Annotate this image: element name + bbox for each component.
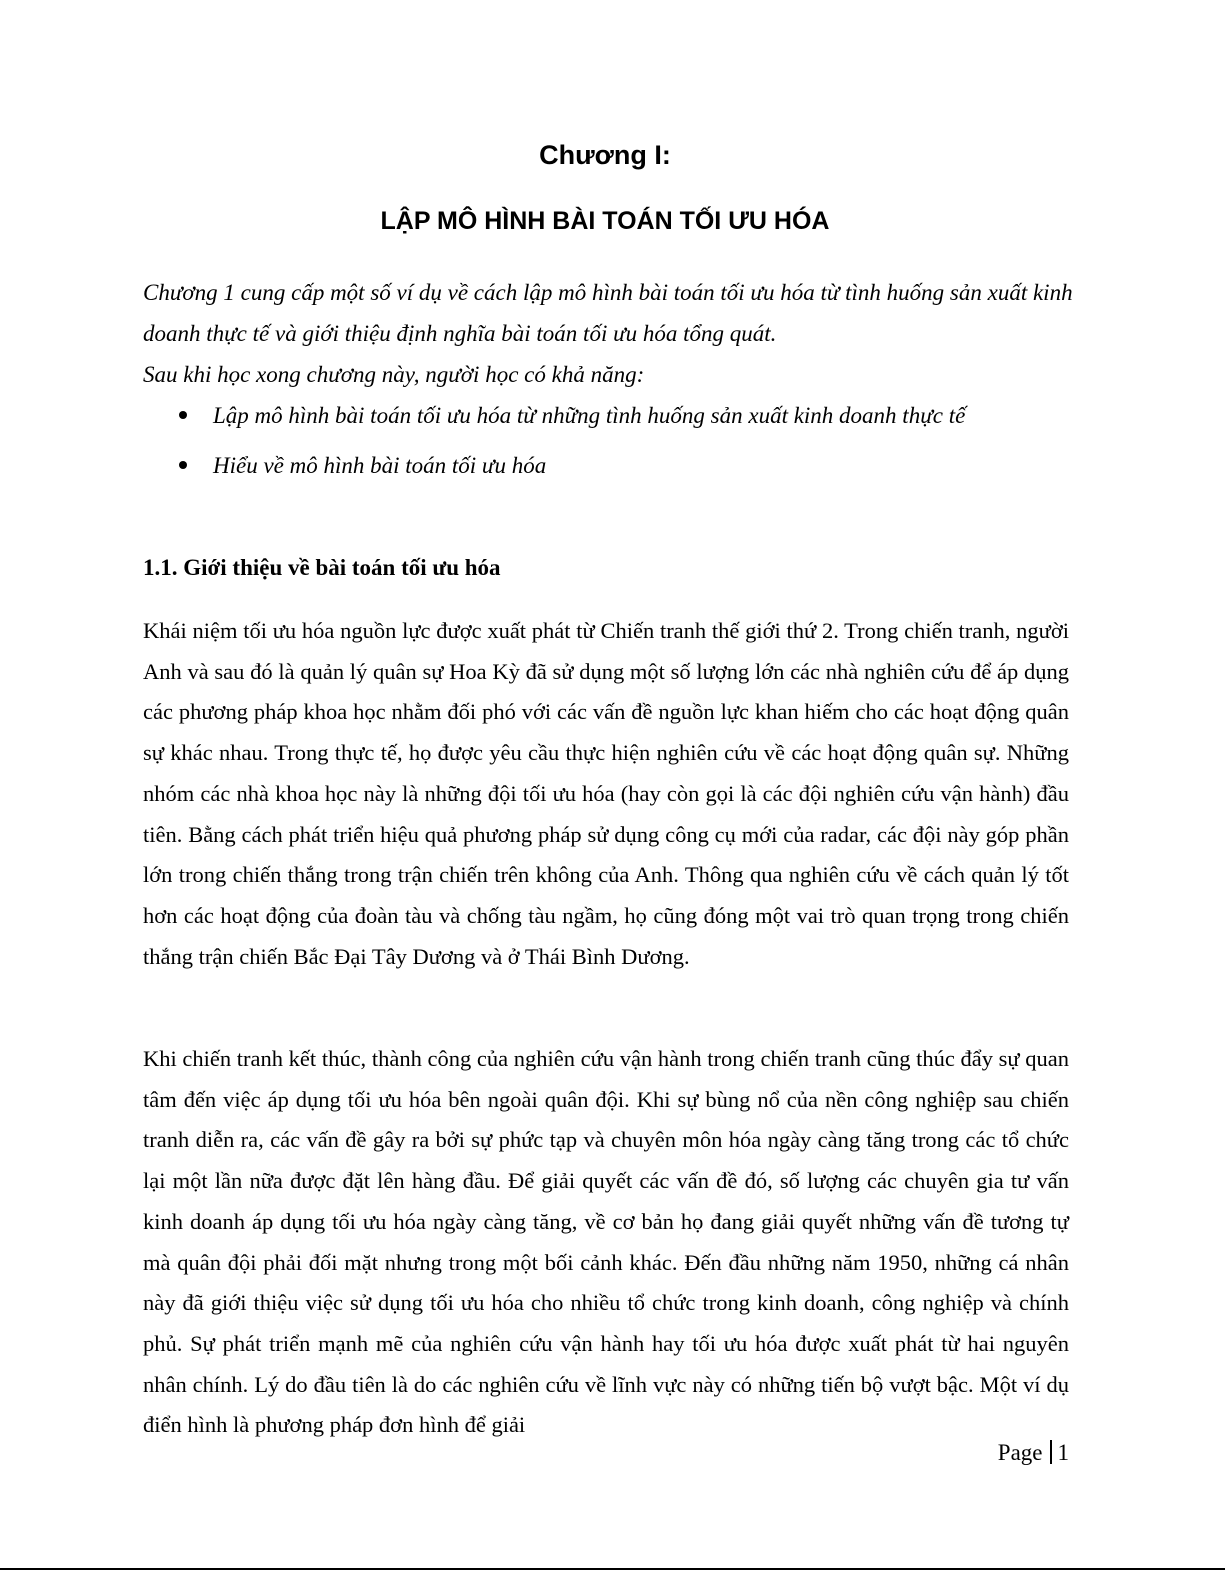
footer-separator (1050, 1440, 1052, 1464)
learning-objectives-list (143, 395, 1073, 495)
body-paragraph: Khi chiến tranh kết thúc, thành công của nghiên cứu vận hành trong chiến tranh cũng thúc đẩy sự quan tâm đến việc áp dụng tối ưu hóa bên ngoài quân đội. Khi sự bùng nổ của nền công nghiệp sau chiến tranh diễn ra, các vấn đề gây ra bởi sự phức tạp và chuyên môn hóa ngày càng tăng trong các tổ chức lại một lần nữa được đặt lên hàng đầu. Để giải quyết các vấn đề đó, số lượng các chuyên gia tư vấn kinh doanh áp dụng tối ưu hóa ngày càng tăng, về cơ bản họ đang giải quyết những vấn đề tương tự mà quân đội phải đối mặt nhưng trong một bối cảnh khác. Đến đầu những năm 1950, những cá nhân này đã giới thiệu việc sử dụng tối ưu hóa cho nhiều tổ chức trong kinh doanh, công nghiệp và chính phủ. Sự phát triển mạnh mẽ của nghiên cứu vận hành hay tối ưu hóa được xuất phát từ hai nguyên nhân chính. Lý do đầu tiên là do các nghiên cứu về lĩnh vực này có những tiến bộ vượt bậc. Một ví dụ điển hình là phương pháp đơn hình để giải (143, 1046, 1069, 1438)
objective-text: Lập mô hình bài toán tối ưu hóa từ những tình huống sản xuất kinh doanh thực tế (213, 403, 966, 428)
body-paragraph: Khái niệm tối ưu hóa nguồn lực được xuất phát từ Chiến tranh thế giới thứ 2. Trong chiến tranh, người Anh và sau đó là quản lý quân sự Hoa Kỳ đã sử dụng một số lượng lớn các nhà nghiên cứu để áp dụng các phương pháp khoa học nhằm đối phó với các vấn đề nguồn lực khan hiếm cho các hoạt động quân sự khác nhau. Trong thực tế, họ được yêu cầu thực hiện nghiên cứu về các hoạt động quân sự. Những nhóm các nhà khoa học này là những đội tối ưu hóa (hay còn gọi là các đội nghiên cứu vận hành) đầu tiên. Bằng cách phát triển hiệu quả phương pháp sử dụng công cụ mới của radar, các đội này góp phần lớn trong chiến thắng trong trận chiến trên không của Anh. Thông qua nghiên cứu về cách quản lý tốt hơn các hoạt động của đoàn tàu và chống tàu ngầm, họ cũng đóng một vai trò quan trọng trong chiến thắng trận chiến Bắc Đại Tây Dương và ở Thái Bình Dương. (143, 618, 1069, 969)
list-item (143, 395, 1073, 445)
page-label: Page (997, 1440, 1043, 1465)
bullet-icon (179, 411, 187, 419)
chapter-title: LẬP MÔ HÌNH BÀI TOÁN TỐI ƯU HÓA (380, 207, 830, 235)
objective-text: Hiểu về mô hình bài toán tối ưu hóa (213, 453, 547, 478)
page-footer (998, 1437, 1069, 1469)
bullet-icon (179, 461, 187, 469)
list-item (143, 445, 1073, 495)
chapter-number: Chương I: (539, 140, 671, 170)
chapter-intro (143, 272, 1073, 395)
section-heading: 1.1. Giới thiệu về bài toán tối ưu hóa (143, 555, 501, 580)
intro-lead-in: Sau khi học xong chương này, người học có khả năng: (143, 362, 645, 387)
intro-summary: Chương 1 cung cấp một số ví dụ về cách lập mô hình bài toán tối ưu hóa từ tình huống sản xuất kinh doanh thực tế và giới thiệu định nghĩa bài toán tối ưu hóa tổng quát. (143, 280, 1073, 346)
page-number: 1 (1057, 1440, 1069, 1465)
page-bottom-border (0, 1568, 1225, 1585)
